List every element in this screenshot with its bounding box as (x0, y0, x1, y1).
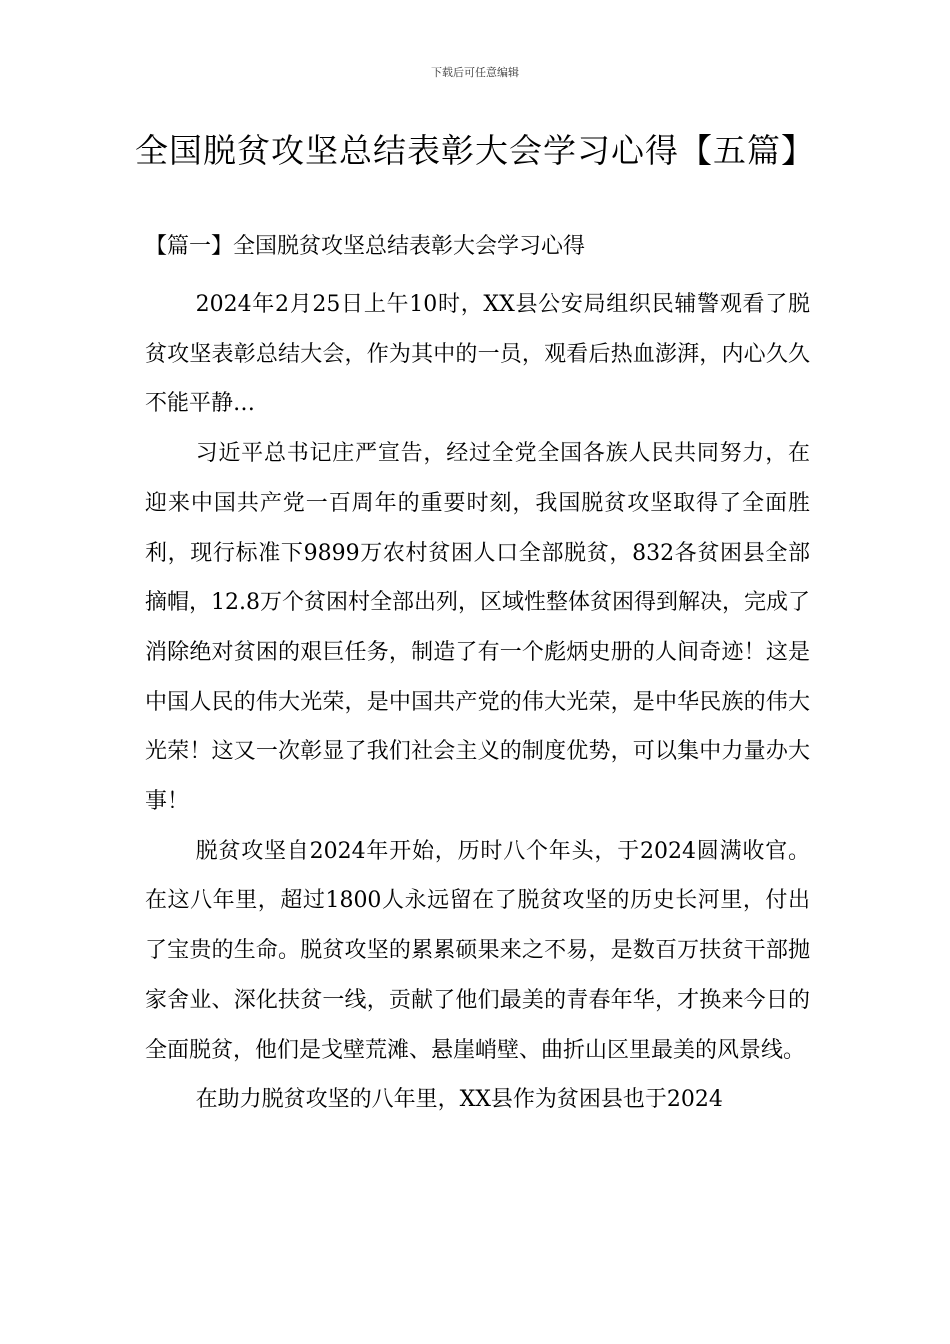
paragraph: 脱贫攻坚自2024年开始，历时八个年头，于2024圆满收官。在这八年里，超过1800人永远留在了脱贫攻坚的历史长河里，付出了宝贵的生命。脱贫攻坚的累累硕果来之不易，是数百万扶贫干部抛家舍业、深化扶贫一线，贡献了他们最美的青春年华，才换来今日的全面脱贫，他们是戈壁荒滩、悬崖峭壁、曲折山区里最美的风景线。 (145, 838, 810, 1063)
document-body (145, 280, 810, 1125)
document-title: 全国脱贫攻坚总结表彰大会学习心得【五篇】 (135, 131, 815, 170)
page-header-note: 下载后可任意编辑 (431, 66, 519, 79)
paragraph: 在助力脱贫攻坚的八年里，XX县作为贫困县也于2024 (195, 1087, 723, 1113)
section-heading: 【篇一】全国脱贫攻坚总结表彰大会学习心得 (145, 234, 586, 259)
paragraph: 习近平总书记庄严宣告，经过全党全国各族人民共同努力，在迎来中国共产党一百周年的重要时刻，我国脱贫攻坚取得了全面胜利，现行标准下9899万农村贫困人口全部脱贫，832各贫困县全部摘帽，12.8万个贫困村全部出列，区域性整体贫困得到解决，完成了消除绝对贫困的艰巨任务，制造了有一个彪炳史册的人间奇迹！这是中国人民的伟大光荣，是中国共产党的伟大光荣，是中华民族的伟大光荣！这又一次彰显了我们社会主义的制度优势，可以集中力量办大事！ (145, 441, 810, 815)
paragraph: 2024年2月25日上午10时，XX县公安局组织民辅警观看了脱贫攻坚表彰总结大会，作为其中的一员，观看后热血澎湃，内心久久不能平静… (145, 292, 810, 417)
